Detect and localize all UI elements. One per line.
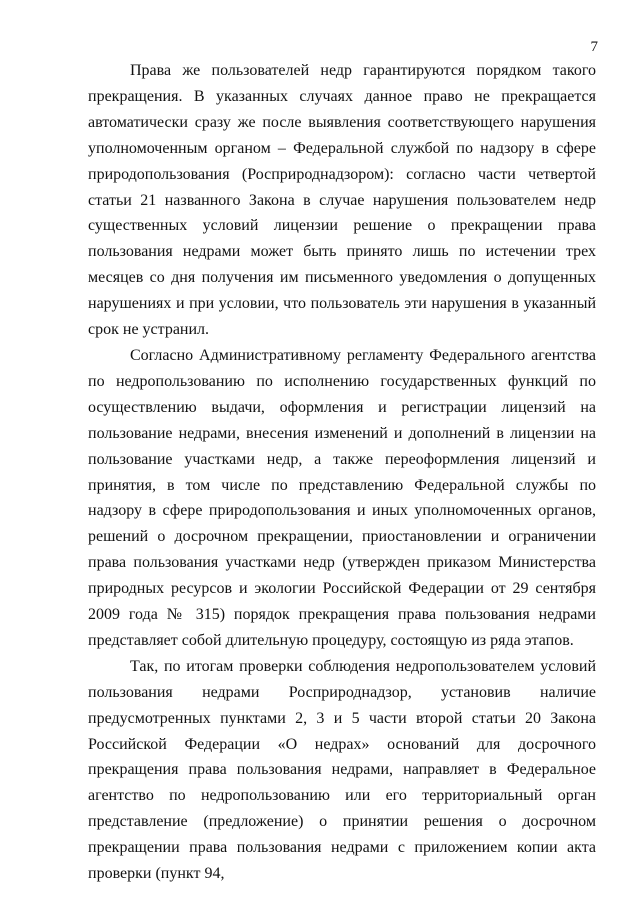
page-number: 7 xyxy=(590,39,598,55)
paragraph-2: Согласно Административному регламенту Федерального агентства по недропользованию по исполнению государственных функций по осуществлению выдачи, оформления и регистрации лицензий на пользование недрами, внесения изменений и дополнений в лицензии на пользование участками недр, а также переоформления лицензий и принятия, в том числе по представлению Федеральной службы по надзору в сфере природопользования и иных уполномоченных органов, решений о досрочном прекращении, приостановлении и ограничении права пользования участками недр (утвержден приказом Министерства природных ресурсов и экологии Российской Федерации от 29 сентября 2009 года № 315) порядок прекращения права пользования недрами представляет собой длительную процедуру, состоящую из ряда этапов. xyxy=(88,346,596,649)
paragraph-3: Так, по итогам проверки соблюдения недропользователем условий пользования недрами Росприроднадзор, установив наличие предусмотренных пунктами 2, 3 и 5 части второй статьи 20 Закона Российской Федерации «О недрах» оснований для досрочного прекращения права пользования недрами, направляет в Федеральное агентство по недропользованию или его территориальный орган представление (предложение) о принятии решения о досрочном прекращении права пользования недрами с приложением копии акта проверки (пункт 94, xyxy=(88,657,596,883)
paragraph-1: Права же пользователей недр гарантируются порядком такого прекращения. В указанных случаях данное право не прекращается автоматически сразу же после выявления соответствующего нарушения уполномоченным органом – Федеральной службой по надзору в сфере природопользования (Росприроднадзором): согласно части четвертой статьи 21 названного Закона в случае нарушения пользователем недр существенных условий лицензии решение о прекращении права пользования недрами может быть принято лишь по истечении трех месяцев со дня получения им письменного уведомления о допущенных нарушениях и при условии, что пользователь эти нарушения в указанный срок не устранил. xyxy=(88,62,596,339)
document-body xyxy=(88,58,596,887)
